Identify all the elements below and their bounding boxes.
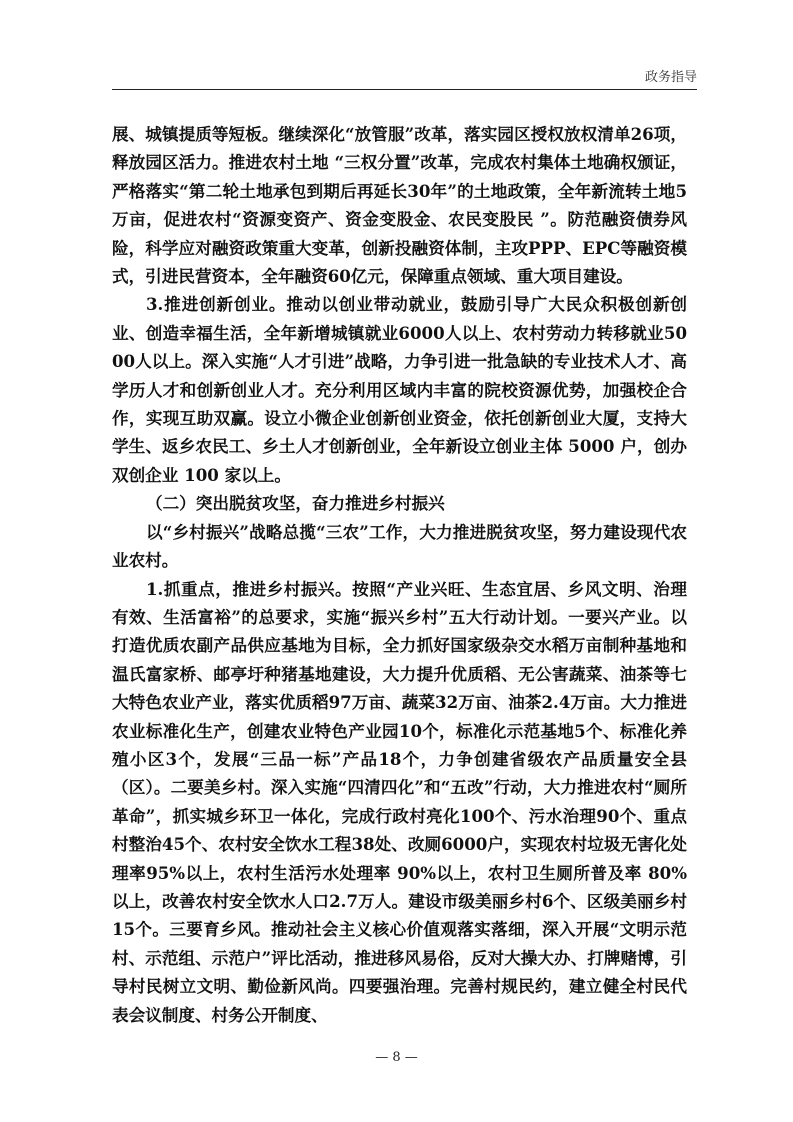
header-divider — [112, 89, 697, 90]
running-header: 政务指导 — [644, 70, 697, 85]
page-number: — 8 — — [375, 1050, 418, 1065]
paragraph-innovation-entrepreneurship: 3.推进创新创业。推动以创业带动就业，鼓励引导广大民众积极创新创业、创造幸福生活，全年新增城镇就业6000人以上、农村劳动力转移就业5000人以上。深入实施“人才引进”战略，力争引进一批急缺的专业技术人才、高学历人才和创新创业人才。充分利用区域内丰富的院校资源优势，加强校企合作，实现互助双赢。设立小微企业创新创业资金，依托创新创业大厦，支持大学生、返乡农民工、乡土人才创新创业，全年新设立创业主体 5000 户，创办双创企业 100 家以上。 — [112, 294, 687, 485]
paragraph-reform: 展、城镇提质等短板。继续深化“放管服”改革，落实园区授权放权清单26项，释放园区活力。推进农村土地 “三权分置”改革，完成农村集体土地确权颁证，严格落实“第二轮土地承包到期后再延长30年”的土地政策，全年新流转土地5万亩，促进农村“资源变资产、资金变股金、农民变股民 ”。防范融资债券风险，科学应对融资政策重大变革，创新投融资体制，主攻PPP、EPC等融资模式，引进民营资本，全年融资60亿元，保障重点领域、重大项目建设。 — [112, 124, 687, 287]
paragraph-rural-revitalization: 1.抓重点，推进乡村振兴。按照“产业兴旺、生态宜居、乡风文明、治理有效、生活富裕”的总要求，实施“振兴乡村”五大行动计划。一要兴产业。以打造优质农副产品供应基地为目标，全力抓好国家级杂交水稻万亩制种基地和温氏富家桥、邮亭圩种猪基地建设，大力提升优质稻、无公害蔬菜、油茶等七大特色农业产业，落实优质稻97万亩、蔬菜32万亩、油茶2.4万亩。大力推进农业标准化生产，创建农业特色产业园10个，标准化示范基地5个、标准化养殖小区3个，发展“三品一标”产品18个，力争创建省级农产品质量安全县（区）。二要美乡村。深入实施“四清四化”和“五改”行动，大力推进农村“厕所革命”，抓实城乡环卫一体化，完成行政村亮化100个、污水治理90个、重点村整治45个、农村安全饮水工程38处、改厕6000户，实现农村垃圾无害化处理率95%以上，农村生活污水处理率 90%以上，农村卫生厕所普及率 80%以上，改善农村安全饮水人口2.7万人。建设市级美丽乡村6个、区级美丽乡村15个。三要育乡风。推动社会主义核心价值观落实落细，深入开展“文明示范村、示范组、示范户”评比活动，推进移风易俗，反对大操大办、打牌赌博，引导村民树立文明、勤俭新风尚。四要强治理。完善村规民约，建立健全村民代表会议制度、村务公开制度、 — [112, 578, 687, 1025]
paragraph-section-intro: 以“乡村振兴”战略总揽“三农”工作，大力推进脱贫攻坚，努力建设现代农业农村。 — [112, 521, 687, 571]
page-body — [112, 120, 687, 1029]
section-heading: （二）突出脱贫攻坚，奋力推进乡村振兴 — [146, 493, 445, 514]
